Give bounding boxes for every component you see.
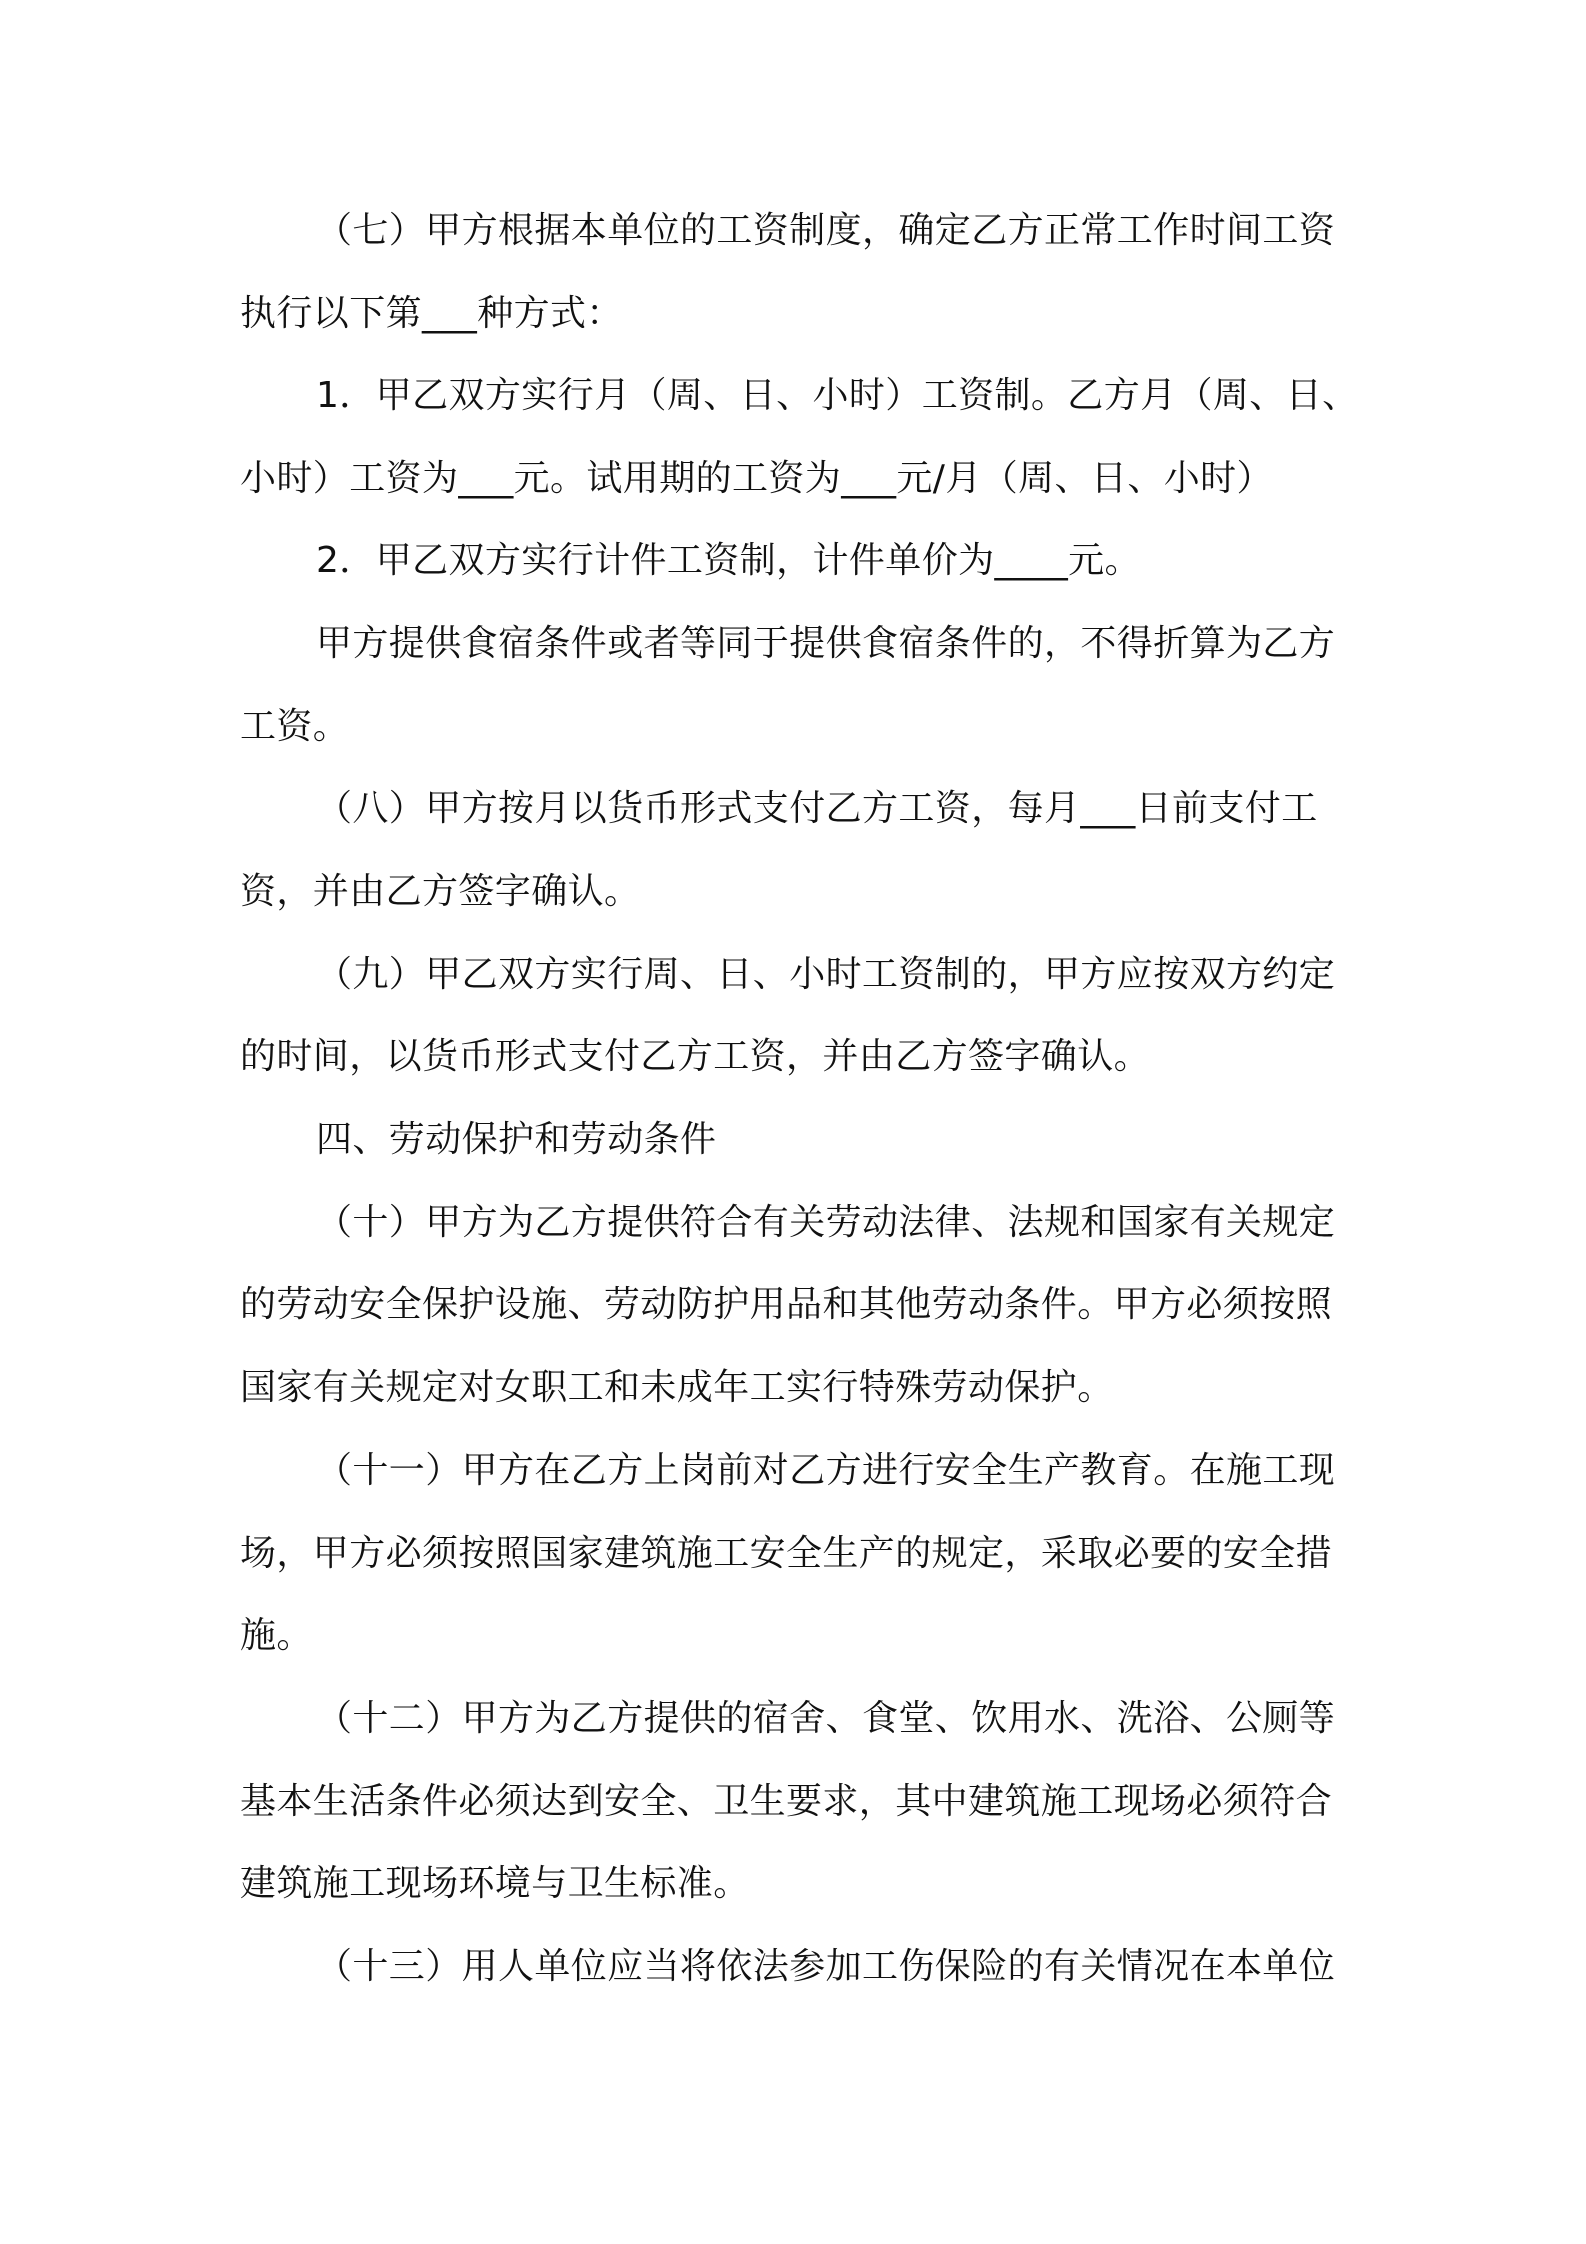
paragraph-line: 小时）工资为___元。试用期的工资为___元/月（周、日、小时） (240, 458, 1273, 499)
paragraph-line: 1．甲乙双方实行月（周、日、小时）工资制。乙方月（周、日、 (316, 375, 1359, 416)
paragraph-line: 的劳动安全保护设施、劳动防护用品和其他劳动条件。甲方必须按照 (240, 1284, 1333, 1325)
paragraph-line: 的时间，以货币形式支付乙方工资，并由乙方签字确认。 (240, 1036, 1151, 1077)
paragraph-line: （十一）甲方在乙方上岗前对乙方进行安全生产教育。在施工现 (316, 1450, 1336, 1491)
paragraph-line: 基本生活条件必须达到安全、卫生要求，其中建筑施工现场必须符合 (240, 1781, 1333, 1822)
paragraph-line: 2．甲乙双方实行计件工资制，计件单价为____元。 (316, 540, 1141, 581)
paragraph-line: （九）甲乙双方实行周、日、小时工资制的，甲方应按双方约定 (316, 954, 1336, 995)
paragraph-line: 施。 (240, 1615, 313, 1656)
paragraph-line: 资，并由乙方签字确认。 (240, 871, 641, 912)
paragraph-line: 甲方提供食宿条件或者等同于提供食宿条件的，不得折算为乙方 (316, 623, 1336, 664)
paragraph-line: 建筑施工现场环境与卫生标准。 (240, 1863, 750, 1904)
section-heading: 四、劳动保护和劳动条件 (316, 1119, 717, 1160)
paragraph-line: （七）甲方根据本单位的工资制度，确定乙方正常工作时间工资 (316, 210, 1336, 251)
paragraph-line: （八）甲方按月以货币形式支付乙方工资，每月___日前支付工 (316, 788, 1318, 829)
paragraph-line: （十二）甲方为乙方提供的宿舍、食堂、饮用水、洗浴、公厕等 (316, 1698, 1336, 1739)
paragraph-line: （十）甲方为乙方提供符合有关劳动法律、法规和国家有关规定 (316, 1202, 1336, 1243)
paragraph-line: 执行以下第___种方式： (240, 293, 623, 334)
paragraph-line: 国家有关规定对女职工和未成年工实行特殊劳动保护。 (240, 1367, 1114, 1408)
paragraph-line: 场，甲方必须按照国家建筑施工安全生产的规定，采取必要的安全措 (240, 1533, 1333, 1574)
paragraph-line: 工资。 (240, 706, 350, 747)
paragraph-line: （十三）用人单位应当将依法参加工伤保险的有关情况在本单位 (316, 1946, 1336, 1987)
